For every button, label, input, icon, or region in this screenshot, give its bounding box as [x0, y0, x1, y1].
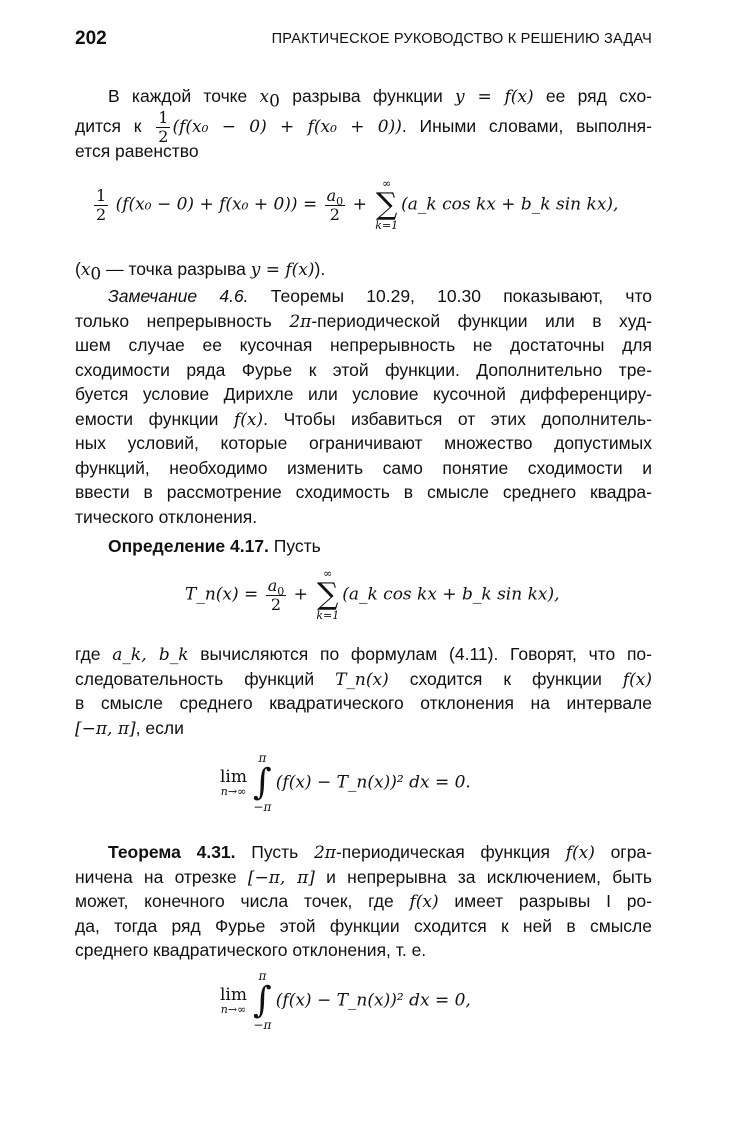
text-line: буется условие Дирихле или условие кусочной дифференциру- [75, 384, 652, 404]
text-line: следовательность функций T_n(x) сходится к функции f(x) [75, 668, 652, 690]
text-line: Теорема 4.31. Пусть 2π-периодическая функция f(x) огра- [108, 842, 652, 863]
text-line: сходимости ряда Фурье к этой функции. Дополнительно тре- [75, 359, 652, 380]
text-line: среднего квадратического отклонения, т. е. [75, 940, 427, 960]
text-line: да, тогда ряд Фурье этой функции сходится к ней в смысле [75, 915, 652, 936]
text-line: ничена на отрезке [−π, π] и непрерывна за исключением, быть [75, 866, 652, 888]
text-line: дится к $\frac{1}{2}$ (f(x₀ − 0) + f(x₀ + 0)). Иными словами, выполня- [75, 107, 652, 146]
text-line: функций, необходимо изменить само понятие сходимости и [75, 457, 652, 478]
paragraph-discontinuity [75, 84, 652, 163]
equation-partial-sum: T_n(x) = $\frac{a_0}{2}$ + ∞ ∑ k=1 (a_k cos kx + b_k sin kx), [185, 567, 560, 622]
equation-fourier-sum: $\frac{1}{2}$ (f(x₀ − 0) + f(x₀ + 0)) = $\frac{a_0}{2}$ + ∞ ∑ k=1 (a_k cos kx + b_k sin kx), [96, 177, 619, 232]
text-line: в смысле среднего квадратического отклонения на интервале [75, 693, 652, 713]
text-line: ввести в рассмотрение сходимость в смысле среднего квадра- [75, 482, 652, 502]
text-line: [−π, π], если [75, 717, 184, 739]
fraction-half: $\frac{1}{2}$ [158, 107, 169, 146]
remark-label: Замечание 4.6. [108, 286, 249, 306]
remark-4-6 [75, 284, 652, 529]
running-title: ПРАКТИЧЕСКОЕ РУКОВОДСТВО К РЕШЕНИЮ ЗАДАЧ [271, 31, 652, 47]
paragraph-note [75, 257, 652, 285]
page-number: 202 [75, 28, 107, 49]
text-line: шем случае ее кусочная непрерывность не достаточны для [75, 335, 652, 355]
definition-label: Определение 4.17. [108, 536, 269, 556]
text-line: Определение 4.17. Пусть [108, 536, 321, 556]
definition-text [75, 642, 652, 740]
text-line: емости функции f(x). Чтобы избавиться от этих дополнитель- [75, 408, 652, 430]
text-line: только непрерывность 2π-периодической функции или в худ- [75, 310, 653, 332]
text-line: В каждой точке $x_0$ разрыва функции y = f(x) ее ряд схо- [108, 86, 653, 112]
text-line: где a_k, b_k вычисляются по формулам (4.11). Говорят, что по- [75, 644, 652, 665]
text-line: ($x_0$ — точка разрыва y = f(x)). [75, 259, 326, 285]
text-line: может, конечного числа точек, где f(x) имеет разрывы I ро- [75, 891, 652, 912]
theorem-4-31 [75, 840, 652, 963]
definition-4-17 [75, 534, 652, 559]
equation-mean-square-limit: lim n→∞ π ∫ −π (f(x) − T_n(x))² dx = 0. [220, 751, 471, 814]
equation-theorem-limit: lim n→∞ π ∫ −π (f(x) − T_n(x))² dx = 0, [220, 969, 471, 1032]
theorem-label: Теорема 4.31. [108, 842, 236, 862]
text-line: ется равенство [75, 140, 199, 161]
text-line: ных условий, которые ограничивают множество допустимых [75, 433, 652, 453]
text-line: тического отклонения. [75, 506, 258, 527]
text-line: Замечание 4.6. Теоремы 10.29, 10.30 показывают, что [108, 286, 652, 306]
page-header [75, 28, 652, 52]
